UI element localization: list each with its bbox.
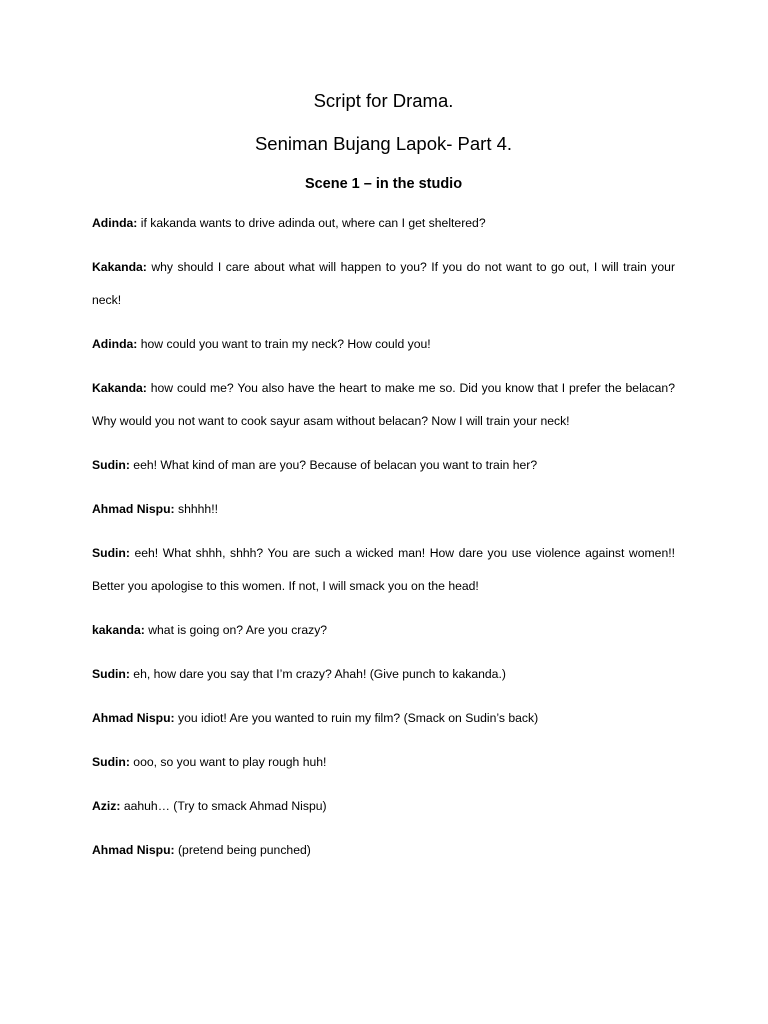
dialogue-line [92, 207, 675, 240]
dialogue-text: eh, how dare you say that I’m crazy? Ahah! (Give punch to kakanda.) [129, 667, 506, 681]
dialogue-text: ooo, so you want to play rough huh! [129, 755, 327, 769]
dialogue-line [92, 449, 675, 482]
scene-heading: Scene 1 – in the studio [304, 176, 463, 192]
dialogue-text: you idiot! Are you wanted to ruin my film? (Smack on Sudin’s back) [174, 711, 539, 725]
speaker-name: Aziz: [92, 799, 121, 813]
dialogue-line [92, 614, 675, 647]
dialogue-line [92, 372, 675, 438]
dialogue-text: if kakanda wants to drive adinda out, where can I get sheltered? [137, 216, 486, 230]
speaker-name: Sudin: [92, 546, 130, 560]
dialogue-line [92, 251, 675, 317]
speaker-name: Adinda: [92, 337, 138, 351]
dialogue-line [92, 746, 675, 779]
dialogue-text: shhhh!! [174, 502, 218, 516]
speaker-name: Kakanda: [92, 260, 147, 274]
speaker-name: Ahmad Nispu: [92, 843, 175, 857]
dialogue-line [92, 537, 675, 603]
document-title: Script for Drama. [313, 90, 454, 111]
dialogue-list [92, 207, 675, 878]
speaker-name: Sudin: [92, 755, 130, 769]
dialogue-text: how could you want to train my neck? How could you! [137, 337, 431, 351]
speaker-name: Sudin: [92, 667, 130, 681]
dialogue-text: eeh! What kind of man are you? Because of belacan you want to train her? [129, 458, 538, 472]
speaker-name: Adinda: [92, 216, 138, 230]
document-page [92, 0, 675, 1024]
speaker-name: Kakanda: [92, 381, 147, 395]
dialogue-line [92, 834, 675, 867]
dialogue-line [92, 493, 675, 526]
dialogue-text: how could me? You also have the heart to make me so. Did you know that I prefer the belacan? Why would you not want to cook sayur asam without belacan? Now I will train your neck! [92, 381, 675, 428]
speaker-name: Ahmad Nispu: [92, 711, 175, 725]
dialogue-text: what is going on? Are you crazy? [144, 623, 328, 637]
dialogue-line [92, 658, 675, 691]
dialogue-text: eeh! What shhh, shhh? You are such a wicked man! How dare you use violence against women!! Better you apologise to this women. If not, I will smack you on the head! [92, 546, 675, 593]
speaker-name: Ahmad Nispu: [92, 502, 175, 516]
speaker-name: kakanda: [92, 623, 145, 637]
dialogue-line [92, 790, 675, 823]
dialogue-line [92, 702, 675, 735]
document-subtitle: Seniman Bujang Lapok- Part 4. [254, 133, 513, 154]
dialogue-line [92, 328, 675, 361]
speaker-name: Sudin: [92, 458, 130, 472]
dialogue-text: aahuh… (Try to smack Ahmad Nispu) [120, 799, 327, 813]
dialogue-text: why should I care about what will happen to you? If you do not want to go out, I will train your neck! [92, 260, 675, 307]
dialogue-text: (pretend being punched) [174, 843, 311, 857]
